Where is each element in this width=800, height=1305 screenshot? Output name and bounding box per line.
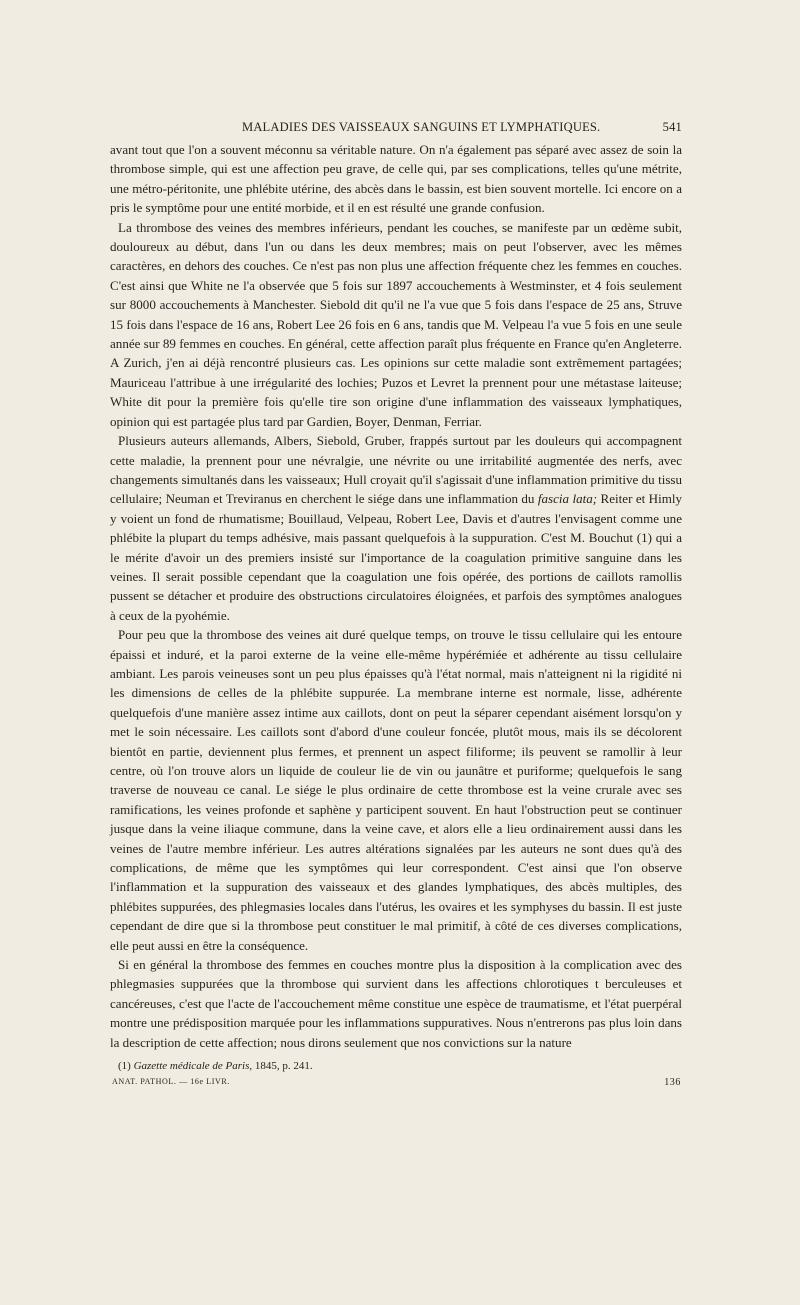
running-title: MALADIES DES VAISSEAUX SANGUINS ET LYMPHATIQUES.: [242, 120, 601, 134]
paragraph-3-text: Plusieurs auteurs allemands, Albers, Siebold, Gruber, frappés surtout par les douleurs qui accompagnent cette maladie, la prennent pour une névralgie, une névrite ou une irritabilité augmentée des nerfs, avec changements simultanés dans les vaisseaux; Hull croyait qu'il s'agissait d'une inflammation primitive du tissu cellulaire; Neuman et Treviranus en cherchent le siége dans une inflammation du: [110, 433, 682, 507]
body-text: [110, 140, 682, 1052]
printer-signature: ANAT. PATHOL. — 16e LIVR.: [112, 1077, 230, 1086]
paragraph-1: avant tout que l'on a souvent méconnu sa véritable nature. On n'a également pas séparé avec assez de soin la thrombose simple, qui est une affection peu grave, de celle qui, par ses complications, telles qu'une métrite, une métro-péritonite, une phlébite utérine, des abcès dans le bassin, est bien souvent mortelle. Ici encore on a pris le symptôme pour une entité morbide, et il en est résulté une grande confusion.: [110, 142, 682, 216]
page-number: 541: [662, 120, 682, 134]
footnote-journal: Gazette médicale de Paris,: [133, 1060, 253, 1072]
footnote-details: 1845, p. 241.: [252, 1060, 313, 1072]
paragraph-2: La thrombose des veines des membres inférieurs, pendant les couches, se manifeste par un œdème subit, douloureux au début, dans l'un ou dans les deux membres; mais on peut l'observer, avec les mêmes caractères, en dehors des couches. Ce n'est pas non plus une affection fréquente chez les femmes en couches. C'est ainsi que White ne l'a observée que 5 fois sur 1897 accouchements à Westminster, et 4 fois seulement sur 8000 accouchements à Manchester. Siebold dit qu'il ne l'a vue que 5 fois dans l'espace de 25 ans, Struve 15 fois dans l'espace de 16 ans, Robert Lee 26 fois en 6 ans, tandis que M. Velpeau l'a vue 5 fois en une seule année sur 89 femmes en couches. En général, cette affection paraît plus fréquente en France qu'en Angleterre. A Zurich, j'en ai déjà rencontré plusieurs cas. Les opinions sur cette maladie sont extrêmement partagées; Mauriceau l'attribue à une irrégularité des lochies; Puzos et Levret la prennent pour une métastase laiteuse; White dit pour la première fois qu'elle tire son origine d'une inflammation des vaisseaux lymphatiques, opinion qui est partagée plus tard par Gardien, Boyer, Denman, Ferriar.: [110, 219, 682, 429]
sheet-number: 136: [664, 1077, 681, 1088]
paragraph-3-continued: Reiter et Himly y voient un fond de rhumatisme; Bouillaud, Velpeau, Robert Lee, Davis et d'autres l'envisagent comme une phlébite la plupart du temps adhésive, mais passant quelquefois à la suppuration. C'est M. Bouchut (1) qui a le mérite d'avoir un des premiers insisté sur l'importance de la coagulation primitive sanguine dans les veines. Il serait possible cependant que la coagulation une fois opérée, des portions de caillots ramollis pussent se détacher et produire des obstructions circulatoires éloignées, et parfois des symptômes analogues à ceux de la pyohémie.: [110, 491, 682, 623]
footnote-marker: (1): [118, 1060, 131, 1072]
paragraph-4: Pour peu que la thrombose des veines ait duré quelque temps, on trouve le tissu cellulaire qui les entoure épaissi et induré, et la paroi externe de la veine elle-même hypérémiée et adhérente au tissu cellulaire ambiant. Les parois veineuses sont un peu plus épaisses qu'à l'état normal, mais n'atteignent ni la rigidité ni les dimensions de celles de la phlébite suppurée. La membrane interne est normale, lisse, adhérente quelquefois d'une manière assez intime aux caillots, dont on peut la séparer cependant aisément lorsqu'on y met le soin nécessaire. Les caillots sont d'abord d'une couleur foncée, plutôt mous, mais ils se décolorent bientôt en partie, deviennent plus fermes, et prennent un aspect filiforme; ils peuvent se ramollir à leur centre, où l'on trouve alors un liquide de couleur lie de vin ou jaunâtre et puriforme; quelquefois le sang traverse de nouveau ce canal. Le siége le plus ordinaire de cette thrombose est la veine crurale avec ses ramifications, les veines profonde et saphène y participent souvent. En haut l'obstruction peut se continuer jusque dans la veine iliaque commune, dans la veine cave, et alors elle a lieu ordinairement aussi dans les veines de l'autre membre inférieur. Les autres altérations signalées par les auteurs ne sont dues qu'à des complications, de même que les symptômes qui leur correspondent. C'est ainsi que l'on observe l'inflammation et la suppuration des vaisseaux et des glandes lymphatiques, des abcès multiples, des phlébites suppurées, des phlegmasies locales dans l'utérus, les ovaires et les symphyses du bassin. Il est juste cependant de dire que si la thrombose peut constituer le mal primitif, à côté de ces diverses complications, elle peut aussi en être la conséquence.: [110, 627, 682, 953]
paragraph-3: [110, 431, 682, 625]
paragraph-5: Si en général la thrombose des femmes en couches montre plus la disposition à la complication avec des phlegmasies suppurées que la thrombose qui survient dans les affections chlorotiques t berculeuses et cancéreuses, c'est que l'acte de l'accouchement même constitue une espèce de traumatisme, et l'état puerpéral montre une prédisposition marquée pour les inflammations suppuratives. Nous n'entrerons pas plus loin dans la description de cette affection; nous dirons seulement que nos convictions sur la nature: [110, 957, 682, 1050]
footnote: [118, 1060, 678, 1072]
italic-term: fascia lata;: [537, 491, 598, 507]
